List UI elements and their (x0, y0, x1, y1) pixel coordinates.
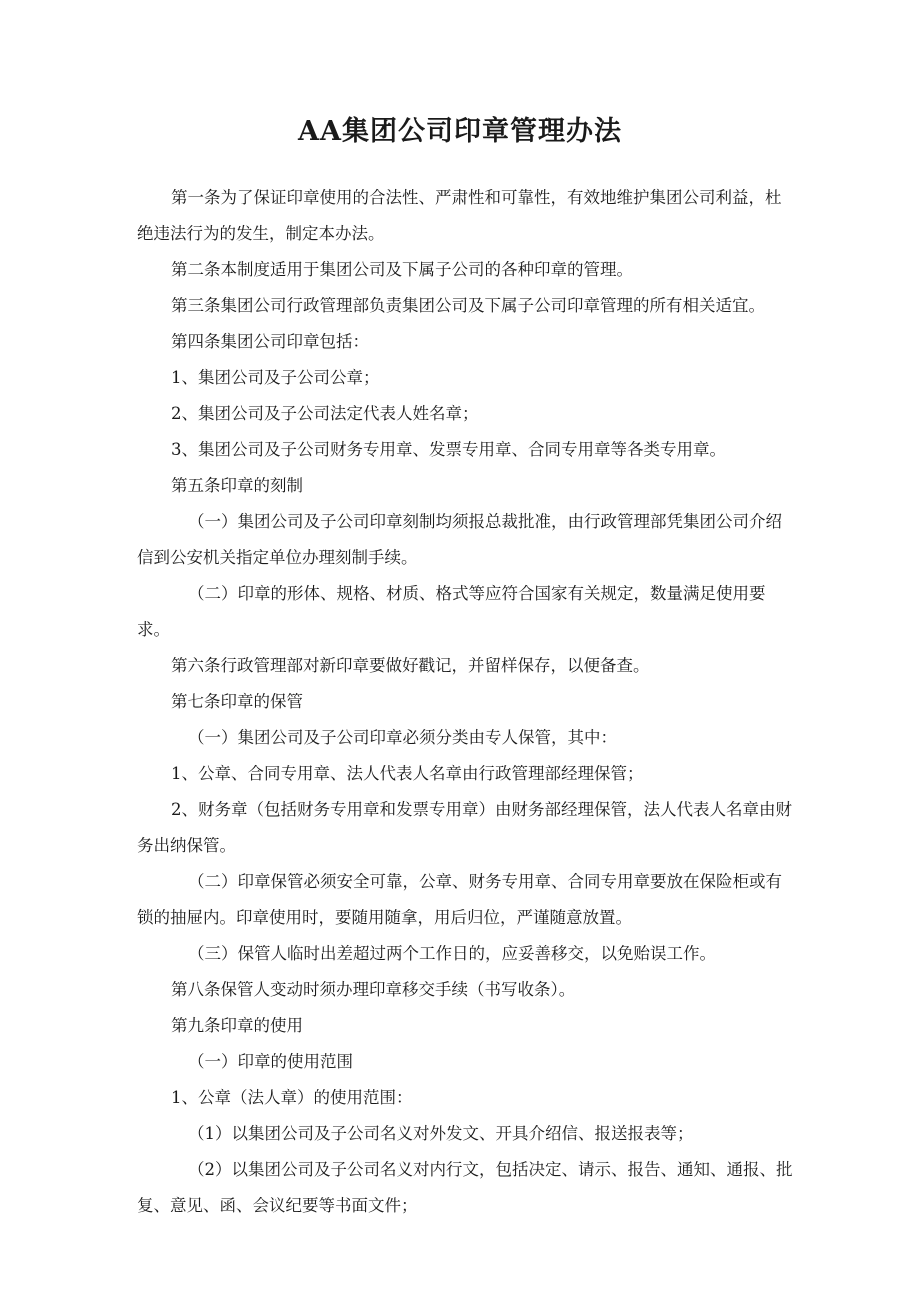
paragraph: 第九条印章的使用 (171, 1016, 303, 1035)
paragraph: （三）保管人临时出差超过两个工作日的，应妥善移交，以免贻误工作。 (188, 944, 716, 963)
paragraph: 2、财务章（包括财务专用章和发票专用章）由财务部经理保管，法人代表人名章由财务出纳保管。 (137, 800, 792, 855)
paragraph: （一）集团公司及子公司印章刻制均须报总裁批准，由行政管理部凭集团公司介绍信到公安机关指定单位办理刻制手续。 (137, 512, 782, 567)
paragraph: （2）以集团公司及子公司名义对内行文，包括决定、请示、报告、通知、通报、批复、意见、函、会议纪要等书面文件； (137, 1160, 793, 1215)
document-title: AA集团公司印章管理办法 (298, 116, 622, 147)
paragraph: 1、公章（法人章）的使用范围： (171, 1088, 413, 1107)
paragraph: 第七条印章的保管 (171, 692, 303, 711)
paragraph: （二）印章保管必须安全可靠，公章、财务专用章、合同专用章要放在保险柜或有锁的抽屉内。印章使用时，要随用随拿，用后归位，严谨随意放置。 (137, 872, 782, 927)
paragraph: 第八条保管人变动时须办理印章移交手续（书写收条）。 (171, 980, 576, 999)
paragraph: 1、公章、合同专用章、法人代表人名章由行政管理部经理保管； (171, 764, 644, 783)
paragraph: 第三条集团公司行政管理部负责集团公司及下属子公司印章管理的所有相关适宜。 (171, 296, 765, 315)
paragraph: 第六条行政管理部对新印章要做好戳记，并留样保存，以便备查。 (171, 656, 650, 675)
paragraph: 2、集团公司及子公司法定代表人姓名章； (171, 404, 479, 423)
paragraph: 第四条集团公司印章包括： (171, 332, 369, 351)
paragraph: （一）印章的使用范围 (188, 1052, 353, 1071)
paragraph: （二）印章的形体、规格、材质、格式等应符合国家有关规定，数量满足使用要求。 (137, 584, 766, 639)
paragraph: 第五条印章的刻制 (171, 476, 303, 495)
paragraph: 第一条为了保证印章使用的合法性、严肃性和可靠性，有效地维护集团公司利益，杜绝违法行为的发生，制定本办法。 (137, 188, 782, 243)
paragraph: 1、集团公司及子公司公章； (171, 368, 380, 387)
paragraph: （1）以集团公司及子公司名义对外发文、开具介绍信、报送报表等； (188, 1124, 694, 1143)
paragraph: 3、集团公司及子公司财务专用章、发票专用章、合同专用章等各类专用章。 (171, 440, 726, 459)
paragraph: 第二条本制度适用于集团公司及下属子公司的各种印章的管理。 (171, 260, 633, 279)
paragraph: （一）集团公司及子公司印章必须分类由专人保管，其中： (188, 728, 617, 747)
document-body (137, 180, 797, 1224)
